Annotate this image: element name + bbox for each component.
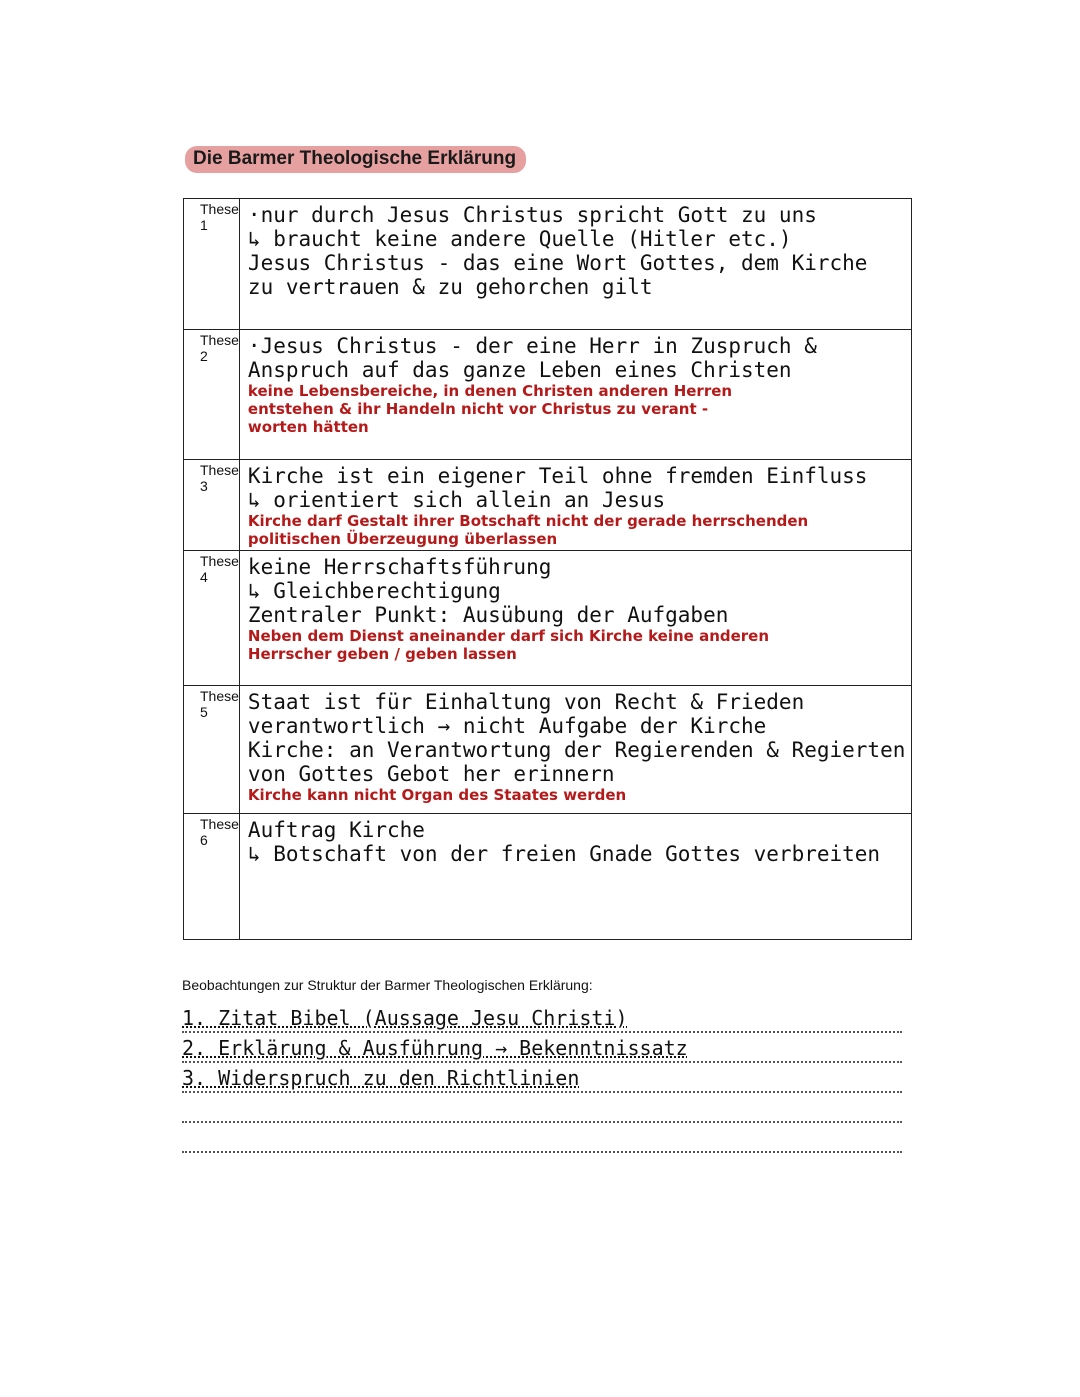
- note-line: Zentraler Punkt: Ausübung der Aufgaben: [247, 603, 729, 627]
- thesis-label: These 5: [184, 686, 240, 814]
- theses-table: [183, 198, 912, 940]
- observation-line: [182, 1125, 902, 1153]
- note-line: Kirche: an Verantwortung der Regierenden & Regierten: [247, 738, 906, 762]
- note-line: keine Herrschaftsführung: [247, 555, 552, 579]
- red-note-line: worten hätten: [247, 418, 369, 436]
- note-line: Staat ist für Einhaltung von Recht & Frieden: [247, 690, 805, 714]
- observations-section: [182, 977, 902, 1155]
- observation-line: [182, 1005, 902, 1033]
- thesis-content: [239, 199, 911, 330]
- note-line: ↳ orientiert sich allein an Jesus: [247, 488, 666, 512]
- thesis-content: [239, 686, 911, 814]
- observation-line: [182, 1065, 902, 1093]
- title-highlight: [185, 146, 526, 173]
- red-note-line: Neben dem Dienst aneinander darf sich Kirche keine anderen: [247, 627, 770, 645]
- observation-text: 3. Widerspruch zu den Richtlinien: [182, 1066, 580, 1090]
- thesis-content: [239, 330, 911, 460]
- thesis-row: [184, 460, 912, 551]
- note-line: ↳ Gleichberechtigung: [247, 579, 501, 603]
- thesis-label: These 1: [184, 199, 240, 330]
- observation-line: [182, 1095, 902, 1123]
- thesis-content: [239, 460, 911, 551]
- note-line: Anspruch auf das ganze Leben eines Christen: [247, 358, 792, 382]
- thesis-row: [184, 551, 912, 686]
- note-line: ↳ braucht keine andere Quelle (Hitler etc.): [247, 227, 792, 251]
- thesis-content: [239, 814, 911, 940]
- thesis-label: These 6: [184, 814, 240, 940]
- red-note-line: keine Lebensbereiche, in denen Christen anderen Herren: [247, 382, 733, 400]
- note-line: Kirche ist ein eigener Teil ohne fremden Einfluss: [247, 464, 868, 488]
- page-title: Die Barmer Theologische Erklärung: [193, 148, 517, 169]
- thesis-label: These 2: [184, 330, 240, 460]
- thesis-row: [184, 686, 912, 814]
- thesis-content: [239, 551, 911, 686]
- red-note-line: entstehen & ihr Handeln nicht vor Christus zu verant -: [247, 400, 709, 418]
- thesis-label: These 4: [184, 551, 240, 686]
- note-line: Auftrag Kirche: [247, 818, 425, 842]
- observation-text: 1. Zitat Bibel (Aussage Jesu Christi): [182, 1006, 628, 1030]
- observation-line: [182, 1035, 902, 1063]
- thesis-row: [184, 199, 912, 330]
- red-note-line: Kirche kann nicht Organ des Staates werden: [247, 786, 627, 804]
- red-note-line: Kirche darf Gestalt ihrer Botschaft nicht der gerade herrschenden: [247, 512, 809, 530]
- thesis-row: [184, 330, 912, 460]
- red-note-line: politischen Überzeugung überlassen: [247, 530, 558, 548]
- red-note-line: Herrscher geben / geben lassen: [247, 645, 517, 663]
- observation-text: 2. Erklärung & Ausführung → Bekenntnissatz: [182, 1036, 688, 1060]
- observations-label: Beobachtungen zur Struktur der Barmer Theologischen Erklärung:: [182, 977, 593, 993]
- note-line: von Gottes Gebot her erinnern: [247, 762, 615, 786]
- note-line: ·Jesus Christus - der eine Herr in Zuspruch &: [247, 334, 817, 358]
- note-line: ·nur durch Jesus Christus spricht Gott zu uns: [247, 203, 817, 227]
- note-line: verantwortlich → nicht Aufgabe der Kirche: [247, 714, 767, 738]
- note-line: Jesus Christus - das eine Wort Gottes, dem Kirche: [247, 251, 868, 275]
- note-line: zu vertrauen & zu gehorchen gilt: [247, 275, 653, 299]
- thesis-row: [184, 814, 912, 940]
- thesis-label: These 3: [184, 460, 240, 551]
- note-line: ↳ Botschaft von der freien Gnade Gottes verbreiten: [247, 842, 881, 866]
